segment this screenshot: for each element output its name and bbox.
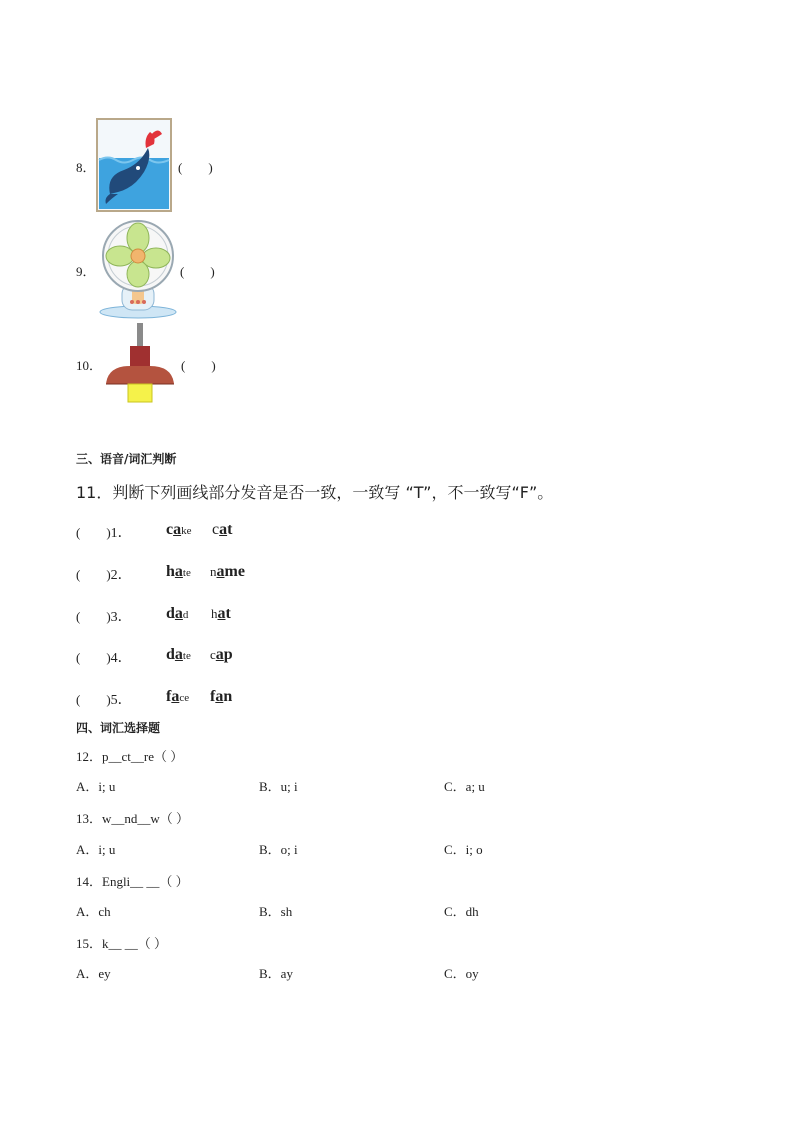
question-12-option-b[interactable]: B．u; i [259, 779, 298, 794]
q11-row-4-number: 4． [110, 651, 132, 666]
q11-row-3-number: 3． [110, 610, 132, 625]
letter: c [212, 521, 220, 538]
q11-row-4-paren[interactable]: ( ) [76, 650, 111, 665]
letter: te [182, 650, 191, 662]
letter: me [224, 563, 245, 580]
question-12-stem: 12．p__ct__re（ ） [76, 749, 184, 764]
letter: te [182, 567, 191, 579]
letter: h [211, 606, 218, 621]
question-13-stem: 13．w__nd__w（ ） [76, 811, 190, 826]
question-14-option-b[interactable]: B．sh [259, 904, 293, 919]
lamp-picture [104, 322, 176, 404]
q11-row-2-word-1 [166, 563, 191, 581]
whale-picture [96, 118, 172, 212]
q11-row-2-number: 2． [110, 568, 132, 583]
underlined-letter: a [174, 605, 183, 622]
q11-row-4-word-2 [210, 646, 233, 664]
question-15-option-a[interactable]: A．ey [76, 966, 111, 981]
underlined-letter: a [173, 521, 182, 538]
section-4-title: 四、词汇选择题 [76, 721, 161, 735]
question-11-prompt: 11．判断下列画线部分发音是否一致，一致写 “T”，不一致写“F”。 [76, 483, 554, 502]
question-14-option-c[interactable]: C．dh [444, 904, 479, 919]
item-10-number: 10． [76, 358, 103, 373]
q11-row-2-word-2 [210, 563, 245, 581]
letter: n [210, 564, 217, 579]
letter: f [166, 688, 172, 705]
question-13-option-c[interactable]: C．i; o [444, 842, 483, 857]
letter: c [210, 647, 216, 662]
q11-row-3 [76, 606, 132, 626]
q11-row-3-word-1 [166, 605, 188, 623]
q11-row-1-number: 1． [110, 526, 132, 541]
letter: t [225, 605, 231, 622]
underlined-letter: a [215, 688, 224, 705]
question-15-option-b[interactable]: B．ay [259, 966, 293, 981]
section-3-title: 三、语音/词汇判断 [76, 452, 177, 466]
question-12-option-a[interactable]: A．i; u [76, 779, 116, 794]
letter: p [223, 646, 233, 663]
q11-row-4-word-1 [166, 646, 191, 664]
item-10-answer-paren[interactable]: ( ) [181, 358, 216, 373]
q11-row-2-paren[interactable]: ( ) [76, 567, 111, 582]
question-13-option-a[interactable]: A．i; u [76, 842, 116, 857]
letter: h [166, 563, 175, 580]
underlined-letter: a [219, 521, 228, 538]
underlined-letter: a [171, 688, 180, 705]
q11-row-5-word-1 [166, 688, 189, 706]
q11-row-1-paren[interactable]: ( ) [76, 525, 111, 540]
letter: t [227, 521, 233, 538]
item-8-number: 8． [76, 160, 96, 175]
underlined-letter: a [174, 646, 183, 663]
q11-row-2 [76, 564, 132, 584]
q11-row-1-word-2 [212, 521, 232, 539]
underlined-letter: a [174, 563, 183, 580]
underlined-letter: a [216, 563, 225, 580]
letter: ke [181, 525, 192, 537]
q11-row-5-word-2 [210, 688, 232, 706]
q11-row-5-paren[interactable]: ( ) [76, 692, 111, 707]
letter: d [182, 609, 189, 621]
electric-fan-picture [98, 220, 178, 320]
question-15-option-c[interactable]: C．oy [444, 966, 479, 981]
question-12-option-c[interactable]: C．a; u [444, 779, 485, 794]
q11-row-3-paren[interactable]: ( ) [76, 609, 111, 624]
letter: n [223, 688, 233, 705]
letter: f [210, 688, 216, 705]
underlined-letter: a [217, 605, 226, 622]
q11-row-1-word-1 [166, 521, 192, 539]
letter: d [166, 646, 175, 663]
question-15-stem: 15．k__ __（ ） [76, 936, 168, 951]
question-13-option-b[interactable]: B．o; i [259, 842, 298, 857]
question-14-stem: 14．Engli__ __（ ） [76, 874, 189, 889]
letter: ce [179, 692, 190, 704]
q11-row-3-word-2 [211, 605, 231, 623]
q11-row-1 [76, 522, 132, 542]
q11-row-5 [76, 689, 132, 709]
q11-row-4 [76, 647, 132, 667]
q11-row-5-number: 5． [110, 693, 132, 708]
letter: c [166, 521, 174, 538]
question-14-option-a[interactable]: A．ch [76, 904, 111, 919]
item-9-number: 9． [76, 264, 96, 279]
item-8-answer-paren[interactable]: ( ) [178, 160, 213, 175]
underlined-letter: a [215, 646, 224, 663]
letter: d [166, 605, 175, 622]
item-9-answer-paren[interactable]: ( ) [180, 264, 215, 279]
